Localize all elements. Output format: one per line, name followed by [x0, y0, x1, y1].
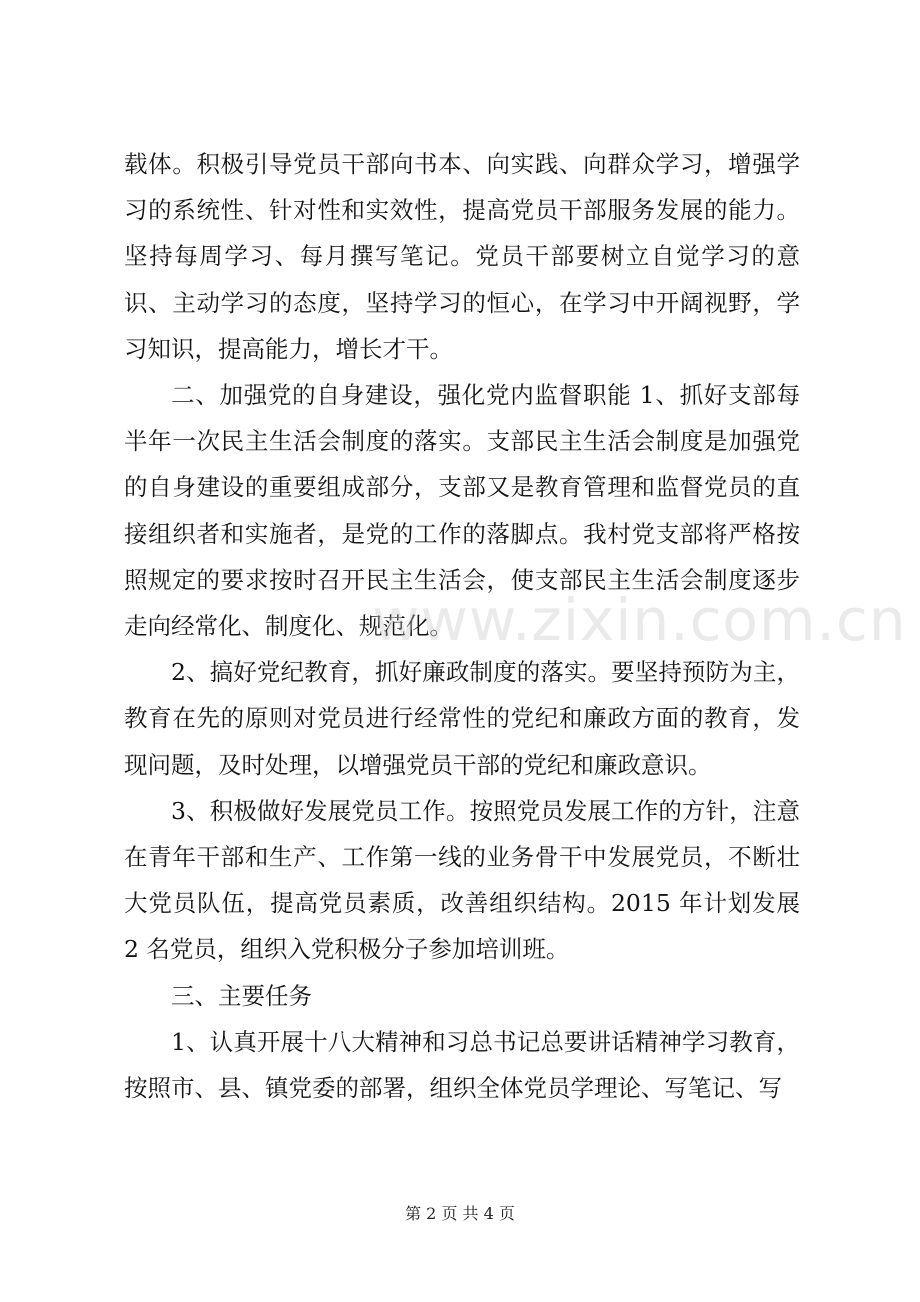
section-heading-main-tasks: 三、主要任务 — [171, 981, 312, 1010]
paragraph-2: 二、加强党的自身建设，强化党内监督职能 1、抓好支部每半年一次民主生活会制度的落实。支部民主生活会制度是加强党的自身建设的重要组成部分，支部又是教育管理和监督党员的直接组织者和实施者，是党的工作的落脚点。我村党支部将严格按照规定的要求按时召开民主生活会，使支部民主生活会制度逐步走向经常化、制度化、规范化。 — [124, 381, 800, 641]
paragraph-3: 2、搞好党纪教育，抓好廉政制度的落实。要坚持预防为主，教育在先的原则对党员进行经常性的党纪和廉政方面的教育，发现问题，及时处理，以增强党员干部的党纪和廉政意识。 — [124, 658, 800, 779]
watermark: www.zixin.com.cn — [372, 586, 907, 654]
paragraph-5: 1、认真开展十八大精神和习总书记总要讲话精神学习教育，按照市、县、镇党委的部署，组织全体党员学理论、写笔记、写 — [124, 1027, 800, 1103]
page-footer: 第 2 页 共 4 页 — [405, 1204, 515, 1223]
paragraph-4: 3、积极做好发展党员工作。按照党员发展工作的方针，注意在青年干部和生产、工作第一线的业务骨干中发展党员，不断壮大党员队伍，提高党员素质，改善组织结构。2015 年计划发展 2 名党员，组织入党积极分子参加培训班。 — [124, 796, 800, 964]
paragraph-1: 载体。积极引导党员干部向书本、向实践、向群众学习，增强学习的系统性、针对性和实效性，提高党员干部服务发展的能力。坚持每周学习、每月撰写笔记。党员干部要树立自觉学习的意识、主动学习的态度，坚持学习的恒心，在学习中开阔视野，学习知识，提高能力，增长才干。 — [124, 150, 800, 363]
document-body — [124, 141, 800, 1111]
